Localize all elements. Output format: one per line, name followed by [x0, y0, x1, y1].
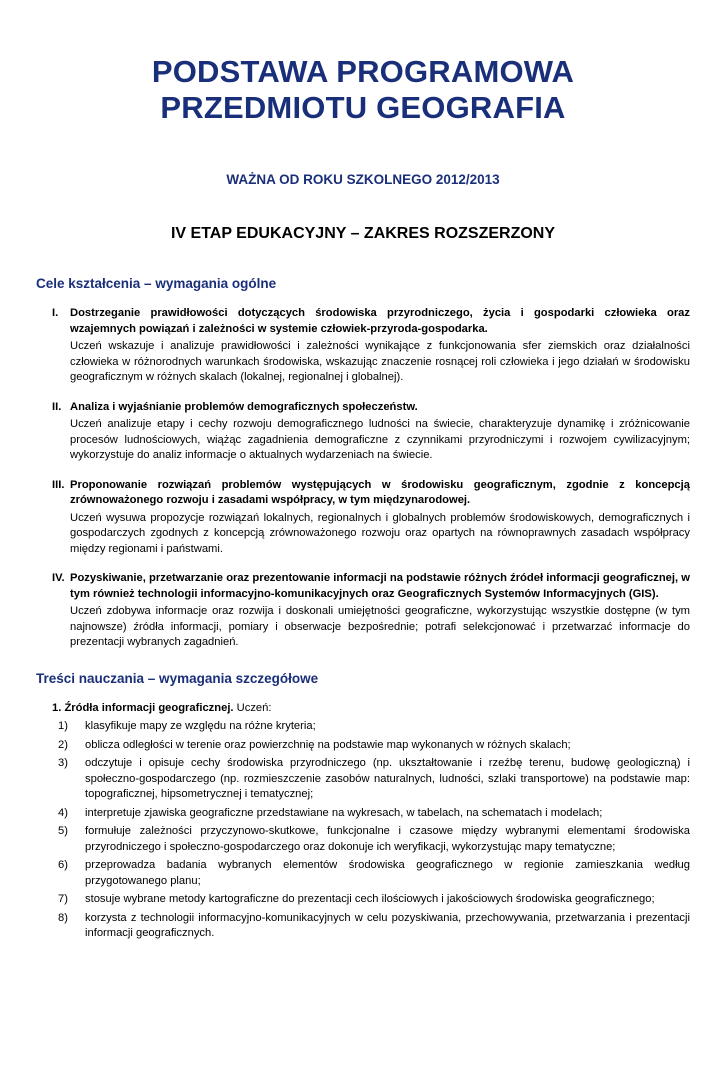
- section-number: 1.: [52, 701, 62, 714]
- requirement-number: 4): [58, 806, 68, 819]
- goal-number: II.: [52, 400, 62, 413]
- goal-number: III.: [52, 478, 65, 491]
- requirement-text: klasyfikuje mapy ze względu na różne kryteria;: [85, 720, 316, 732]
- goal-body: Uczeń analizuje etapy i cechy rozwoju demograficznego ludności na świecie, charakteryzuje dynamikę i zróżnicowanie procesów ludnościowych, wiążąc zagadnienia demograficzne z czynnikami przyrodniczymi i rozwojem cywilizacyjnym; wykorzystuje do analiz informacje o aktualnych wydarzeniach na świecie.: [70, 418, 690, 461]
- section-heading: [52, 701, 690, 717]
- requirement-text: oblicza odległości w terenie oraz powierzchnię na podstawie map wykonanych w różnych skalach;: [85, 738, 571, 751]
- validity-note: WAŻNA OD ROKU SZKOLNEGO 2012/2013: [226, 172, 500, 187]
- requirement-item: [52, 806, 690, 822]
- requirement-number: 6): [58, 859, 68, 871]
- requirement-item: [52, 858, 690, 889]
- goal-item: [36, 478, 690, 558]
- goal-body: Uczeń wskazuje i analizuje prawidłowości i zależności wynikające z funkcjonowania sfer ziemskich oraz działalności człowieka w różnorodnych warunkach środowiska, wskazując znaczenie rosnącej roli człowieka i jego działań w środowisku geograficznym w różnych skalach (lokalnej, regionalnej i globalnej).: [70, 340, 690, 383]
- requirement-item: [52, 824, 690, 855]
- requirement-text: stosuje wybrane metody kartograficzne do prezentacji cech ilościowych i jakościowych środowiska geograficznego;: [85, 893, 655, 905]
- requirement-text: odczytuje i opisuje cechy środowiska przyrodniczego (np. ukształtowanie i rzeźbę terenu, budowę geologiczną) i społeczno-gospodarczego (np. rozmieszczenie zasobów naturalnych, ludności, szlaki transportowe) na podstawie map: topograficznej, hipsometrycznej i tematycznej;: [85, 757, 690, 800]
- requirement-item: [52, 756, 690, 803]
- goal-item: [36, 306, 690, 386]
- requirement-text: formułuje zależności przyczynowo-skutkowe, funkcjonalne i czasowe między wybranymi elementami środowiska przyrodniczego i społeczno-gospodarczego oraz dokonuje ich weryfikacji, wykorzystując mapy tematyczne;: [85, 825, 690, 853]
- requirement-item: [52, 892, 690, 908]
- goals-heading: Cele kształcenia – wymagania ogólne: [36, 276, 277, 291]
- requirement-item: [52, 738, 690, 754]
- requirement-text: przeprowadza badania wybranych elementów środowiska geograficznego w regionie zamieszkania według przygotowanego planu;: [85, 859, 690, 887]
- goals-list: [36, 306, 690, 651]
- requirement-number: 5): [58, 825, 68, 837]
- goal-title: Dostrzeganie prawidłowości dotyczących środowiska przyrodniczego, życia i gospodarki człowieka oraz wzajemnych powiązań i zależności w systemie człowiek-przyroda-gospodarka.: [70, 307, 690, 335]
- content-section: [36, 701, 690, 942]
- goal-item: [36, 400, 690, 464]
- requirement-text: korzysta z technologii informacyjno-komunikacyjnych w celu pozyskiwania, przechowywania, przetwarzania i prezentacji informacji geograficznych.: [85, 911, 690, 939]
- goal-title: Analiza i wyjaśnianie problemów demograficznych społeczeństw.: [70, 400, 418, 413]
- goal-item: [36, 571, 690, 651]
- requirement-item: [52, 911, 690, 942]
- requirements-list: [52, 719, 690, 942]
- content-heading: Treści nauczania – wymagania szczegółowe: [36, 670, 319, 686]
- education-stage: IV ETAP EDUKACYJNY – ZAKRES ROZSZERZONY: [170, 225, 556, 242]
- goal-number: I.: [52, 307, 59, 319]
- requirement-number: 7): [58, 893, 68, 905]
- requirement-text: interpretuje zjawiska geograficzne przedstawiane na wykresach, w tabelach, na schematach i modelach;: [85, 806, 603, 819]
- goal-body: Uczeń wysuwa propozycje rozwiązań lokalnych, regionalnych i globalnych problemów środowiskowych, demograficznych i gospodarczych zgodnych z koncepcją zrównoważonego rozwoju oraz opartych na równoprawnych zasadach współpracy między regionami i państwami.: [70, 511, 690, 555]
- requirement-number: 3): [58, 757, 68, 769]
- title-line-2: PRZEDMIOTU GEOGRAFIA: [160, 90, 566, 125]
- document-page: [0, 54, 724, 1078]
- requirement-number: 2): [58, 738, 68, 751]
- requirement-number: 1): [58, 720, 68, 732]
- requirement-item: [52, 719, 690, 735]
- goal-number: IV.: [52, 572, 65, 584]
- goal-title: Pozyskiwanie, przetwarzanie oraz prezentowanie informacji na podstawie różnych źródeł informacji geograficznej, w tym również technologii informacyjno-komunikacyjnych oraz Geograficznych Systemów Informacyjnych (GIS).: [70, 572, 690, 600]
- title-line-1: PODSTAWA PROGRAMOWA: [151, 54, 575, 89]
- section-title: Źródła informacji geograficznej.: [64, 701, 234, 714]
- document-title: [36, 54, 690, 126]
- goal-body: Uczeń zdobywa informacje oraz rozwija i doskonali umiejętności geograficzne, wykorzystując wszystkie dostępne (w tym najnowsze) źródła informacji, pomiary i obserwacje bezpośrednie; potrafi selekcjonować i przetwarzać informacje do prezentacji wybranych zagadnień.: [70, 605, 690, 648]
- section-lead: Uczeń:: [236, 701, 272, 714]
- goal-title: Proponowanie rozwiązań problemów występujących w środowisku geograficznym, zgodnie z koncepcją zrównoważonego rozwoju i zasadami współpracy, w tym międzynarodowej.: [70, 478, 690, 506]
- requirement-number: 8): [58, 911, 68, 924]
